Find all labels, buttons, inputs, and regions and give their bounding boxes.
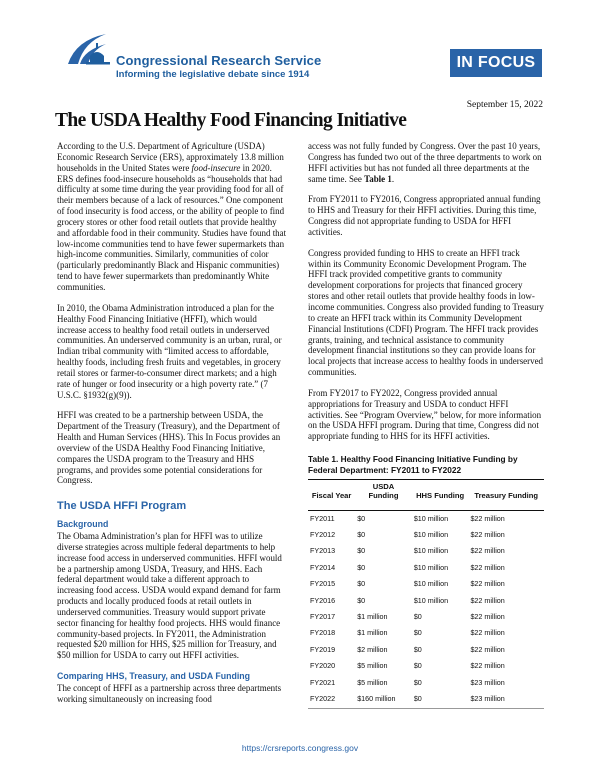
table-cell: FY2016 bbox=[310, 595, 336, 605]
table-cell: $22 million bbox=[470, 530, 505, 540]
crs-logo-tagline: Informing the legislative debate since 1914 bbox=[116, 69, 310, 80]
paragraph-partnership: HFFI was created to be a partnership between USDA, the Department of the Treasury (Treasury), and the Department of Health and Human Services (HHS). This In Focus provides an overview of the USDA Healthy Food Financing Initiative, compares the USDA program to the Treasury and HHS programs, and provides some potential considerations for Congress. bbox=[57, 410, 281, 486]
table-cell: $0 bbox=[357, 579, 366, 589]
table-cell: $22 million bbox=[470, 579, 505, 589]
table-row bbox=[308, 675, 544, 691]
paragraph-intro: According to the U.S. Department of Agriculture (USDA) Economic Research Service (ERS), approximately 13.8 million households in the United States were food-insecure in 2020. ERS defines food-insecure households as “households that had difficulty at some time during the year providing food for all of their members because of a lack of resources.” One component of food insecurity is food access, or the ability of people to find grocery stores or other food retail outlets that provide healthy and affordable food in their community. Studies have found that low-income communities tend to have fewer supermarkets than high-income communities. Similarly, communities of color (particularly predominantly Black and Hispanic communities) tend to have fewer supermarkets than predominantly White communities. bbox=[57, 141, 287, 292]
table-cell: $10 million bbox=[413, 595, 449, 605]
header-hhs-funding: HHS Funding bbox=[412, 479, 469, 510]
paragraph-fy2017-2022: From FY2017 to FY2022, Congress provided annual appropriations for Treasury and USDA to conduct HFFI activities. See “Program Overview,” below, for more information on the USDA HFFI program. During that time, Congress did not appropriate funding to HHS for its HFFI activities. bbox=[308, 387, 542, 442]
table-cell: $0 bbox=[357, 562, 366, 572]
page-title: The USDA Healthy Food Financing Initiative bbox=[55, 110, 407, 131]
table-cell: $5 million bbox=[357, 661, 388, 671]
table-cell: $10 million bbox=[413, 546, 449, 556]
table-cell: $22 million bbox=[470, 612, 505, 622]
table-cell: FY2015 bbox=[310, 579, 336, 589]
left-column bbox=[57, 141, 288, 715]
table-cell: FY2020 bbox=[310, 661, 336, 671]
table-row bbox=[308, 510, 544, 527]
right-column bbox=[308, 141, 544, 709]
table-cell: $0 bbox=[413, 677, 422, 687]
food-insecure-term: food-insecure bbox=[191, 162, 241, 173]
header-treasury-funding: Treasury Funding bbox=[468, 479, 544, 510]
table-cell: $22 million bbox=[470, 644, 505, 654]
paragraph-comparing-funding: The concept of HFFI as a partnership across three departments working simultaneously on increasing food bbox=[57, 682, 282, 704]
table-cell: $23 million bbox=[468, 691, 544, 708]
header-fiscal-year: Fiscal Year bbox=[308, 479, 355, 510]
table-1-reference: Table 1 bbox=[364, 173, 392, 184]
table-row bbox=[308, 691, 544, 708]
table-caption: Table 1. Healthy Food Financing Initiative Funding by Federal Department: FY2011 to FY2022 bbox=[308, 454, 518, 475]
table-cell: $0 bbox=[357, 546, 366, 556]
table-header-row bbox=[308, 479, 544, 510]
table-cell: $10 million bbox=[413, 579, 449, 589]
publication-date: September 15, 2022 bbox=[466, 100, 543, 110]
footer-link[interactable]: https://crsreports.congress.gov bbox=[241, 743, 359, 753]
paragraph-hhs-treasury-tracks: Congress provided funding to HHS to create an HFFI track within its Community Economic Development Program. The HFFI track provided competitive grants to community development corporations for projects that financed grocery stores and other retail outlets that provide healthy foods in low-income communities. Congress also provided funding to Treasury to create an HFFI track within its Community Development Financial Institutions (CDFI) Program. The HFFI track provides grants, training, and technical assistance to community development financial institutions so they can provide loans for local projects that increase access to healthy foods in underserved communities. bbox=[308, 247, 544, 378]
table-cell: FY2022 bbox=[308, 691, 355, 708]
funding-table bbox=[308, 479, 544, 709]
table-cell: $160 million bbox=[355, 691, 412, 708]
table-cell: $5 million bbox=[357, 677, 388, 687]
header-usda-funding: USDA Funding bbox=[355, 479, 412, 510]
table-cell: $22 million bbox=[470, 546, 505, 556]
table-cell: FY2014 bbox=[310, 562, 336, 572]
subheading-background: Background bbox=[57, 519, 109, 530]
table-row bbox=[308, 626, 544, 642]
table-cell: $10 million bbox=[413, 562, 449, 572]
table-cell: $0 bbox=[413, 628, 422, 638]
table-row bbox=[308, 593, 544, 609]
table-row bbox=[308, 544, 544, 560]
table-cell: $0 bbox=[413, 644, 422, 654]
table-cell: $0 bbox=[413, 661, 422, 671]
table-cell: $1 million bbox=[357, 628, 388, 638]
table-cell: FY2011 bbox=[310, 513, 335, 523]
table-row bbox=[308, 642, 544, 658]
table-cell: $0 bbox=[413, 612, 422, 622]
table-cell: $22 million bbox=[470, 513, 505, 523]
in-focus-badge: IN FOCUS bbox=[450, 49, 542, 77]
table-cell: $1 million bbox=[357, 612, 388, 622]
table-cell: $2 million bbox=[357, 644, 388, 654]
subheading-comparing-funding: Comparing HHS, Treasury, and USDA Funding bbox=[57, 671, 251, 682]
page-header bbox=[0, 0, 600, 95]
table-cell: FY2021 bbox=[310, 677, 336, 687]
paragraph-funding-history: access was not fully funded by Congress. Over the past 10 years, Congress has funded two out of the three departments to work on HFFI activities but has not funded all three departments at the same time. See Table 1. bbox=[308, 141, 542, 184]
table-cell: FY2013 bbox=[310, 546, 336, 556]
table-cell: $22 million bbox=[470, 595, 505, 605]
table-row bbox=[308, 527, 544, 543]
table-row bbox=[308, 576, 544, 592]
paragraph-fy2011-2016: From FY2011 to FY2016, Congress appropriated annual funding to HHS and Treasury for their HFFI activities. During this time, Congress did not appropriate funding to USDA for HFFI activities. bbox=[308, 194, 541, 237]
table-cell: $22 million bbox=[470, 562, 505, 572]
table-cell: FY2012 bbox=[310, 530, 336, 540]
table-cell: $22 million bbox=[470, 661, 505, 671]
table-cell: $0 bbox=[412, 691, 469, 708]
paragraph-hffi-plan: In 2010, the Obama Administration introduced a plan for the Healthy Food Financing Initiative (HFFI), which would increase access to healthy food retail outlets in underserved communities. An underserved community is an urban, rural, or Indian tribal community with “limited access to affordable, healthy foods, including fresh fruits and vegetables, in grocery retail stores or farmer-to-consumer direct markets; and a high rate of hunger or food insecurity or a high poverty rate.” (7 U.S.C. §1932(g)(9)). bbox=[57, 302, 282, 400]
table-cell: FY2017 bbox=[310, 612, 336, 622]
table-cell: $0 bbox=[357, 513, 366, 523]
table-row bbox=[308, 560, 544, 576]
table-cell: $10 million bbox=[413, 530, 449, 540]
table-cell: $23 million bbox=[470, 677, 505, 687]
table-cell: $0 bbox=[357, 530, 366, 540]
crs-logo-title: Congressional Research Service bbox=[116, 53, 322, 68]
table-cell: $10 million bbox=[413, 513, 449, 523]
paragraph-background: The Obama Administration’s plan for HFFI was to utilize diverse strategies across multiple federal departments to help increase food access in underserved communities. HFFI would be a partnership among USDA, Treasury, and HHS. Each federal department would take a different approach to increasing food access. USDA would expand demand for farm products and locally produced foods at retail outlets in underserved communities. Treasury would support private sector financing for healthy food projects. HHS would finance community-based projects. In FY2011, the Administration requested $20 million for HHS, $25 million for Treasury, and $50 million for USDA to carry out HFFI activities. bbox=[57, 531, 282, 661]
table-row bbox=[308, 658, 544, 674]
section-heading-usda-hffi: The USDA HFFI Program bbox=[57, 500, 187, 513]
table-cell: $0 bbox=[357, 595, 366, 605]
table-cell: $22 million bbox=[470, 628, 505, 638]
capitol-dome-logo-icon bbox=[66, 26, 112, 66]
table-cell: FY2018 bbox=[310, 628, 336, 638]
table-row bbox=[308, 609, 544, 625]
table-cell: FY2019 bbox=[310, 644, 336, 654]
